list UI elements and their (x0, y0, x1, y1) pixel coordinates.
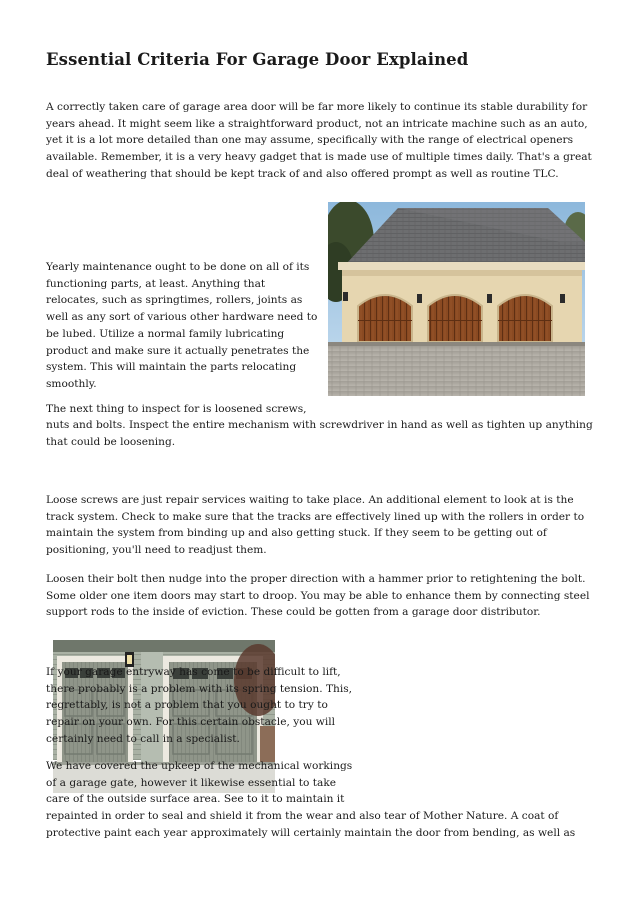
page-title: Essential Criteria For Garage Door Explained (46, 50, 469, 69)
maintenance-paragraph: Yearly maintenance ought to be done on all of its functioning parts, at least. Anything that relocates, such as springtimes, rollers, joints as well as any sort of various other hardware need to be lubed. Utilize a normal family lubricating product and make sure it actually penetrates the system. This will maintain the parts relocating smoothly. (46, 261, 318, 390)
house-garage-icon (328, 202, 585, 396)
intro-paragraph: A correctly taken care of garage area door will be far more likely to continue its stable durability for years ahead. It might seem like a straightforward product, not an intricate machine such as an auto, yet it is a lot more detailed than one may assume, specifically with the range of electrical openers available. Remember, it is a very heavy gadget that is made use of multiple times daily. That's a great deal of weathering that should be kept track of and also offered prompt as well as routine TLC. (46, 101, 592, 180)
exterior-care-paragraph-wrapped: We have covered the upkeep of the mechanical workings of a garage gate, however it likewise essential to take care of the outside surface area. See to it to maintain it (46, 760, 353, 806)
spring-tension-paragraph: If your garage entryway has come to be difficult to lift, there probably is a problem with its spring tension. This, regrettably, is not a problem that you ought to try to repair on your own. For this certain obstacle, you will certainly need to call in a specialist. (46, 666, 353, 745)
three-arched-garage-doors-photo (328, 202, 585, 396)
track-system-paragraph: Loose screws are just repair services waiting to take place. An additional element to look at is the track system. Check to make sure that the tracks are effectively lined up with the rollers in order to maintain the system from binding up and also getting stuck. If they seem to be getting out of positioning, you'll need to readjust them. (46, 494, 585, 557)
screws-paragraph-first-line: The next thing to inspect for is loosened screws, (46, 403, 307, 415)
exterior-care-paragraph: repainted in order to seal and shield it from the wear and also tear of Mother Nature. A coat of protective paint each year approximately will certainly maintain the door from bending, as well as (46, 810, 576, 839)
bolt-paragraph: Loosen their bolt then nudge into the proper direction with a hammer prior to retightening the bolt. Some older one item doors may start to droop. You may be able to enhance them by connecting steel support rods to the inside of eviction. These could be gotten from a garage door distributor. (46, 573, 590, 619)
screws-paragraph: nuts and bolts. Inspect the entire mechanism with screwdriver in hand as well as tighten up anything that could be loosening. (46, 419, 593, 448)
